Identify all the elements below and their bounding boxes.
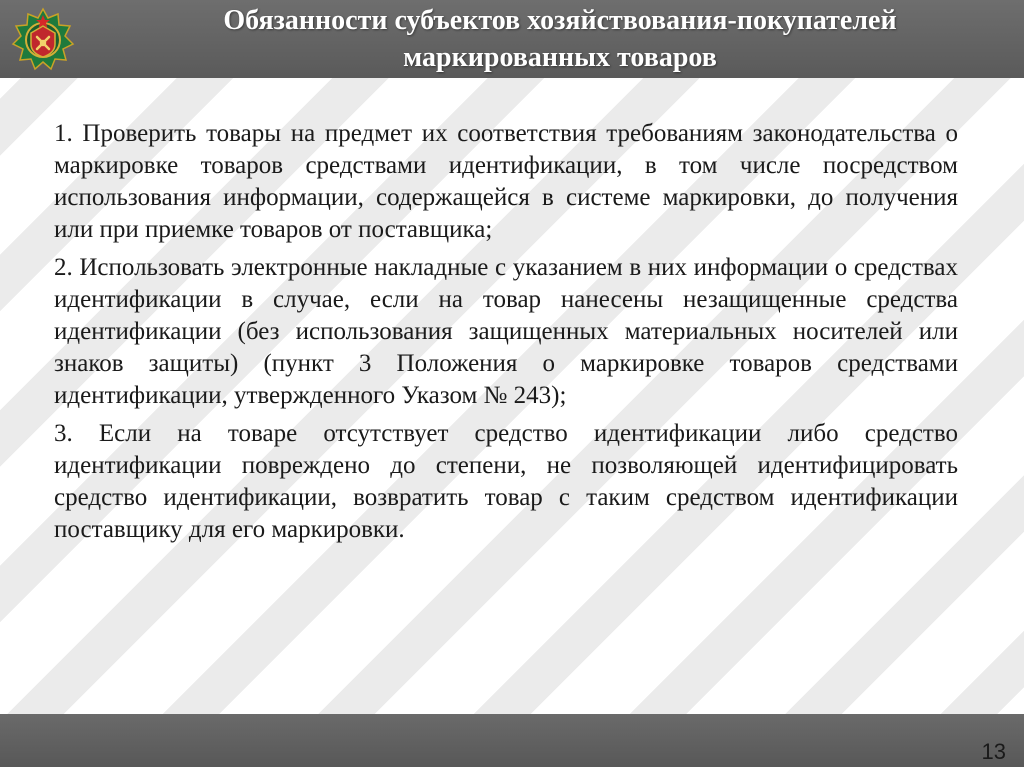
page-number: 13 [981, 739, 1006, 764]
header-bar [0, 0, 1024, 78]
title-line-2: маркированных товаров [403, 42, 717, 73]
footer-bar [0, 714, 1024, 767]
content-body [54, 118, 958, 552]
emblem-icon [10, 6, 76, 72]
paragraph-1: 1. Проверить товары на предмет их соответствия требованиям законодательства о маркировке товаров средствами идентификации, в том числе посредством использования информации, содержащейся в системе маркировки, до получения или при приемке товаров от поставщика; [54, 120, 958, 243]
title-line-1: Обязанности субъектов хозяйствования-покупателей [223, 5, 897, 36]
page-title [100, 2, 1020, 76]
paragraph-2: 2. Использовать электронные накладные с указанием в них информации о средствах идентификации в случае, если на товар нанесены незащищенные средства идентификации (без использования защищенных материальных носителей или знаков защиты) (пункт 3 Положения о маркировке товаров средствами идентификации, утвержденного Указом № 243); [54, 254, 958, 409]
paragraph-3: 3. Если на товаре отсутствует средство идентификации либо средство идентификации повреждено до степени, не позволяющей идентифицировать средство идентификации, возвратить товар с таким средством идентификации поставщику для его маркировки. [54, 420, 958, 543]
